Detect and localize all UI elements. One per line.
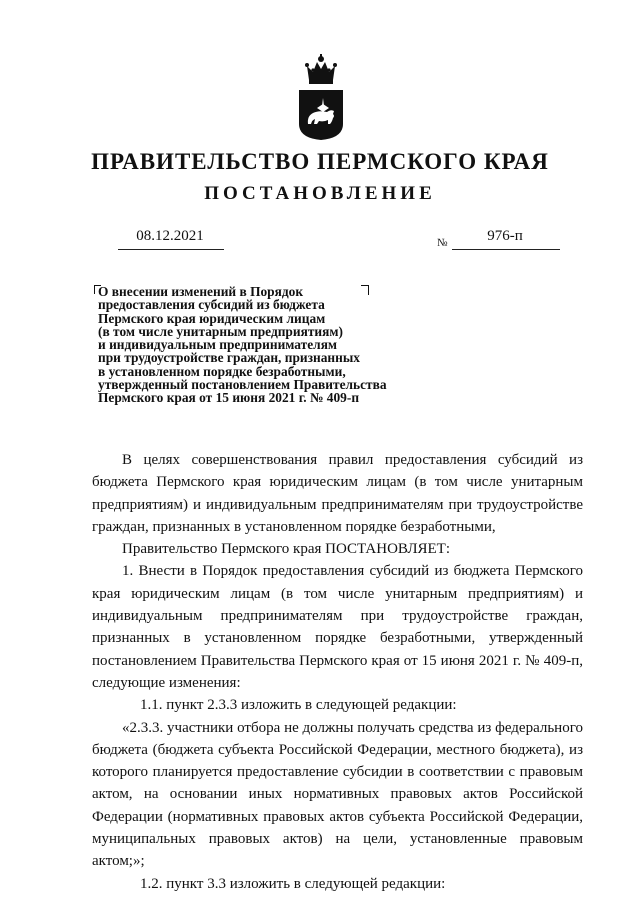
subject-line: Пермского края от 15 июня 2021 г. № 409-п (98, 390, 360, 406)
subject-line: и индивидуальным предпринимателям (98, 337, 338, 353)
body-paragraph: В целях совершенствования правил предоставления субсидий из бюджета Пермского края юридическим лицам (в том числе унитарным предприятиям) и индивидуальным предпринимателям при трудоустройстве граждан, признанных в установленном порядке безработными, (92, 452, 583, 535)
subject-line: в установленном порядке безработными, (98, 363, 346, 379)
subject-line: О внесении изменений в Порядок (98, 284, 304, 299)
perm-krai-coat-of-arms-icon (297, 52, 345, 142)
subject-line: утвержденный постановлением Правительства (98, 377, 387, 393)
number-underline (452, 249, 560, 250)
document-type: ПОСТАНОВЛЕНИЕ (204, 183, 436, 204)
body-paragraph: 1.1. пункт 2.3.3 изложить в следующей редакции: (140, 697, 457, 714)
subject-line: (в том числе унитарным предприятиям) (98, 323, 343, 339)
document-number: 976-п (487, 228, 523, 244)
body-paragraph: Правительство Пермского края ПОСТАНОВЛЯЕТ: (122, 541, 451, 558)
government-title: ПРАВИТЕЛЬСТВО ПЕРМСКОГО КРАЯ (91, 149, 549, 174)
subject-line: Пермского края юридическим лицам (98, 310, 326, 326)
body-paragraph: 1. Внести в Порядок предоставления субсидий из бюджета Пермского края юридическим лицам (в том числе унитарным предприятиям) и индивидуальным предпринимателям при трудоустройстве граждан, признанных в установленном порядке безработными, утвержденный постановлением Правительства Пермского края от 15 июня 2021 г. № 409-п, следующие изменения: (92, 563, 583, 691)
number-label: № (437, 237, 448, 249)
subject-line: при трудоустройстве граждан, признанных (98, 350, 360, 366)
subject-line: предоставления субсидий из бюджета (98, 297, 325, 313)
document-subject (98, 285, 418, 405)
date-underline (118, 249, 224, 250)
document-date: 08.12.2021 (136, 228, 204, 244)
body-paragraph: «2.3.3. участники отбора не должны получать средства из федерального бюджета (бюджета субъекта Российской Федерации, местного бюджета), из которого планируется предоставление субсидии в соответствии с правовым актом, на основании иных нормативных правовых актов Российской Федерации (нормативных правовых актов субъекта Российской Федерации, муниципальных правовых актов) на цели, установленные правовым актом;»; (92, 719, 583, 870)
document-body (92, 449, 583, 895)
body-paragraph: 1.2. пункт 3.3 изложить в следующей редакции: (140, 875, 446, 892)
